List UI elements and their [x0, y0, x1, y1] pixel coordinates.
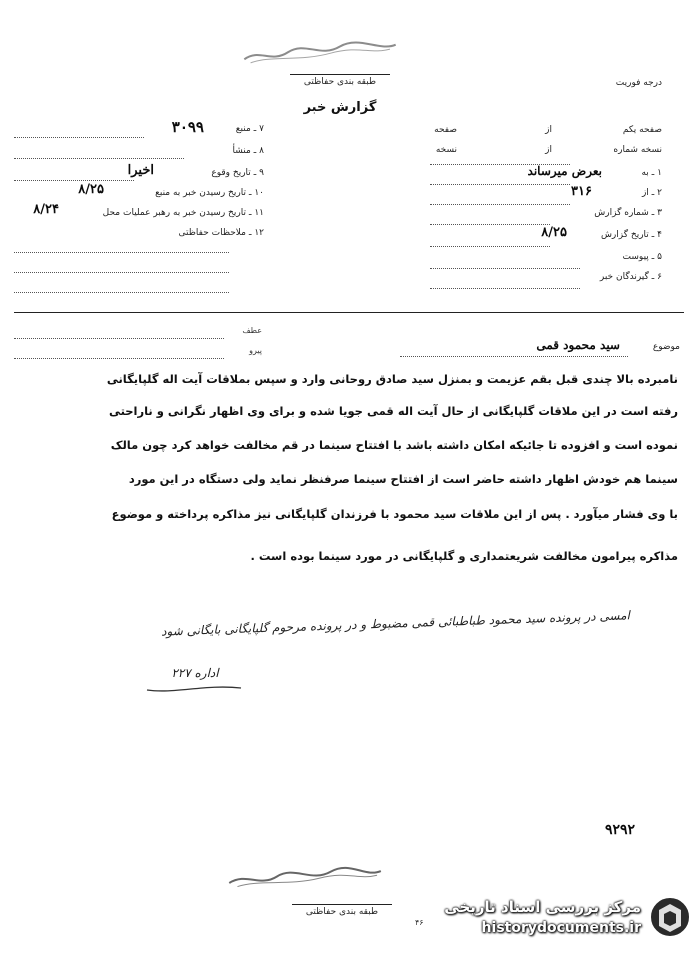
document-number: ۹۲۹۲ [604, 822, 636, 838]
field-event-date [14, 163, 264, 188]
body-line-1: نامبرده بالا چندی قبل بقم عزیمت و بمنزل سید صادق روحانی وارد و سپس بملاقات آیت اله گلپایگانی [106, 372, 678, 386]
field-event-date-label: ۹ ـ تاریخ وقوع [211, 168, 264, 178]
field-origin-label: ۸ ـ منشأ [232, 146, 264, 156]
field-recipients [420, 272, 662, 292]
classification-label-top: طبقه بندی حفاظتی [303, 77, 377, 87]
classification-label-bottom: طبقه بندی حفاظتی [305, 907, 379, 917]
field-ops-date-value: ۸/۲۴ [33, 202, 59, 217]
field-report-date-label: ۴ ـ تاریخ گزارش [600, 230, 662, 240]
subject-label: موضوع [652, 342, 680, 352]
stamp-scribble [239, 36, 400, 67]
handwritten-signature: اداره ۲۲۷ [171, 666, 219, 680]
field-to [420, 164, 662, 188]
top-classification-stamp [239, 36, 400, 67]
field-source [14, 118, 264, 144]
copy-from: از [545, 145, 552, 155]
report-title: گزارش خبر [303, 100, 377, 115]
field-to-value: بعرض میرساند [527, 164, 602, 178]
watermark-url: historydocuments.ir [481, 920, 641, 936]
handwritten-note: امسی در پرونده سید محمود طباطبائی قمی مضبوط و در پرونده مرحوم گلپایگانی بایگانی شود [160, 608, 631, 639]
field-source-date-value: ۸/۲۵ [78, 182, 104, 197]
field-recipients-label: ۶ ـ گیرندگان خبر [599, 272, 662, 282]
field-report-number-label: ۳ ـ شماره گزارش [594, 208, 662, 218]
field-source-date-label: ۱۰ ـ تاریخ رسیدن خبر به منبع [155, 188, 264, 198]
signature-underline [145, 680, 245, 700]
body-line-5: با وی فشار میآورد . پس از این ملاقات سید محمود با فرزندان گلپایگانی نیز مذاکره پرداخته و موضوع [111, 507, 678, 521]
body-line-6: مذاکره پیرامون مخالفت شریعتمداری و گلپایگانی در مورد سینما بوده است . [250, 549, 678, 563]
stamp-scribble-bottom [225, 861, 386, 891]
body-line-4: سینما هم خودش اظهار داشته حاضر است از افتتاح سینما صرفنظر نماید ولی دستگاه در این مورد [128, 472, 678, 486]
watermark [415, 890, 695, 950]
field-from-label: ۲ ـ از [641, 188, 662, 198]
field-attachment-label: ۵ ـ پیوست [622, 252, 662, 262]
page-corner-number: ۴۶ [415, 918, 424, 927]
page-unit: صفحه [434, 125, 457, 135]
peyro-label: پیرو [249, 346, 262, 355]
copy-unit: نسخه [435, 145, 457, 155]
page-from: از [545, 125, 552, 135]
field-report-date [420, 225, 662, 250]
field-report-date-value: ۸/۲۵ [541, 225, 567, 240]
body-line-3: نموده است و افزوده تا جائیکه امکان داشته باشد با افتتاح سینما در قم مخالفت خواهد کرد چون مالک [110, 438, 678, 452]
field-ops-date-label: ۱۱ ـ تاریخ رسیدن خبر به رهبر عملیات محل [102, 208, 264, 218]
field-attachment [420, 252, 662, 272]
field-source-value: ۳۰۹۹ [171, 118, 204, 136]
watermark-title: مرکز بررسی اسناد تاریخی [444, 898, 641, 916]
body-line-2: رفته است در این ملاقات گلپایگانی از حال آیت اله قمی جویا شده و برای وی اظهار نگرانی و ناراحتی [108, 404, 678, 418]
field-from [420, 184, 662, 208]
field-ops-date [14, 202, 264, 228]
field-security-notes-label: ۱۲ ـ ملاحظات حفاظتی [178, 228, 264, 238]
field-source-label: ۷ ـ منبع [235, 124, 264, 134]
field-to-label: ۱ ـ به [641, 168, 662, 178]
copy-label: نسخه شماره [613, 145, 662, 155]
bottom-classification-stamp [225, 861, 386, 891]
priority-label: درجه فوریت [615, 78, 662, 88]
watermark-logo-icon [647, 894, 693, 940]
field-security-notes [14, 228, 264, 248]
field-from-value: ۳۱۶ [571, 184, 592, 199]
atf-label: عطف [242, 326, 262, 335]
field-event-date-value: اخیرا [127, 163, 154, 178]
header-divider [14, 312, 684, 313]
page-label: صفحه یکم [622, 125, 662, 135]
subject-value: سید محمود قمی [536, 338, 620, 352]
